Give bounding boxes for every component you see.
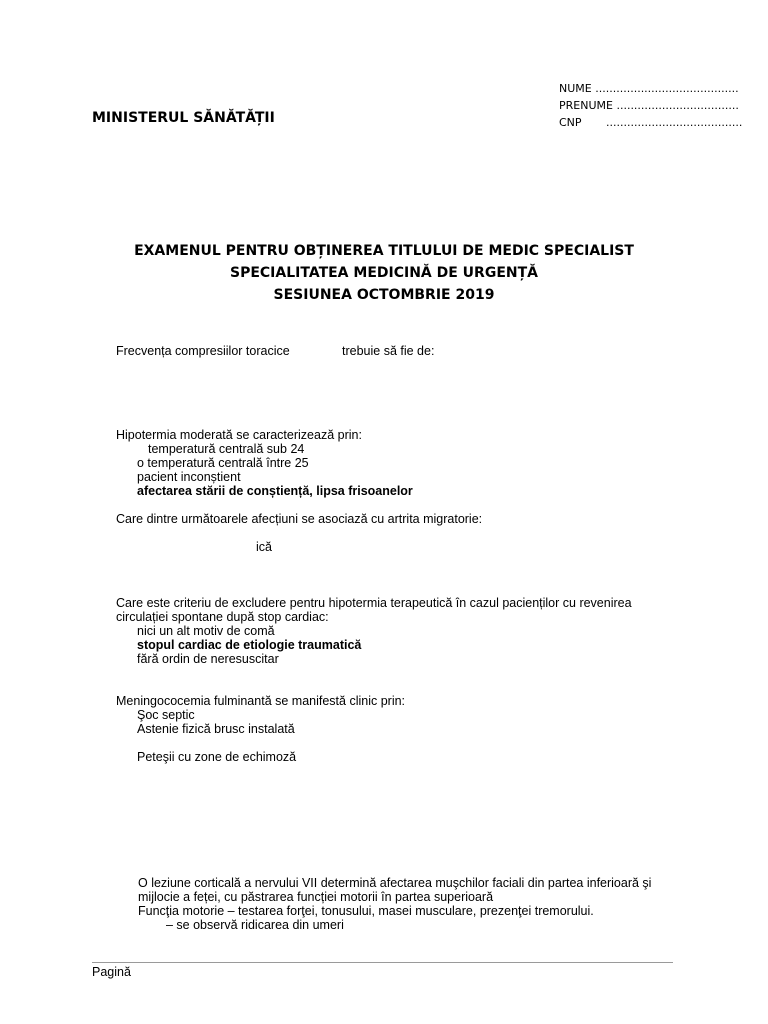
name-blank: .........................................: [595, 82, 739, 95]
question-5-text: Meningococemia fulminantă se manifestă clinic prin:: [116, 694, 406, 708]
question-4-option-1: nici un alt motiv de comă: [137, 624, 275, 638]
question-6-line2: mijlocie a feței, cu păstrarea funcției motorii în partea superioară: [138, 890, 494, 904]
cnp-blank: .......................................: [606, 116, 743, 129]
ministry-name: MINISTERUL SĂNĂTĂȚII: [92, 110, 275, 126]
question-4-text-line1: Care este criteriu de excludere pentru hipotermia terapeutică în cazul pacienților cu revenirea: [116, 596, 632, 610]
question-5-option-3: Peteşii cu zone de echimoză: [137, 750, 297, 764]
question-1-part1: Frecvența compresiilor toracice: [116, 344, 290, 358]
question-6-line1: O leziune corticală a nervului VII determină afectarea muşchilor faciali din partea inferioară şi: [138, 876, 652, 890]
question-5: [116, 694, 405, 764]
question-6-line4: – se observă ridicarea din umeri: [166, 918, 344, 932]
surname-label: PRENUME: [559, 99, 613, 112]
question-5-option-1: Şoc septic: [137, 708, 195, 722]
question-4: [116, 596, 632, 666]
question-2-option-3: pacient inconștient: [137, 470, 241, 484]
surname-blank: ...................................: [616, 99, 739, 112]
question-5-option-2: Astenie fizică brusc instalată: [137, 722, 295, 736]
question-2-option-4: afectarea stării de conștiență, lipsa frisoanelor: [137, 484, 413, 498]
cnp-field: [559, 114, 742, 131]
question-1-part2: trebuie să fie de:: [342, 344, 435, 358]
question-3-fragment: ică: [256, 540, 272, 554]
question-2: [116, 428, 413, 498]
page-label: Pagină: [92, 965, 131, 979]
name-label: NUME: [559, 82, 592, 95]
question-4-text-line2: circulației spontane după stop cardiac:: [116, 610, 329, 624]
exam-title-line2: SPECIALITATEA MEDICINĂ DE URGENȚĂ: [230, 265, 538, 281]
cnp-label: CNP: [559, 116, 582, 129]
question-2-option-1: temperatură centrală sub 24: [148, 442, 305, 456]
name-field: [559, 80, 742, 97]
question-3-text: Care dintre următoarele afecțiuni se asociază cu artrita migratorie:: [116, 512, 483, 526]
question-6: [138, 876, 651, 932]
question-4-option-3: fără ordin de neresuscitar: [137, 652, 279, 666]
question-2-text: Hipotermia moderată se caracterizează prin:: [116, 428, 362, 442]
exam-title-line3: SESIUNEA OCTOMBRIE 2019: [273, 287, 495, 303]
question-2-option-2: o temperatură centrală între 25: [137, 456, 309, 470]
footer-divider: [92, 962, 673, 963]
surname-field: [559, 97, 742, 114]
exam-title: [0, 240, 768, 306]
exam-title-line1: EXAMENUL PENTRU OBȚINEREA TITLULUI DE MEDIC SPECIALIST: [134, 243, 634, 259]
question-4-option-2: stopul cardiac de etiologie traumatică: [137, 638, 362, 652]
question-6-line3: Funcţia motorie – testarea forţei, tonusului, masei musculare, prezenţei tremorului.: [138, 904, 594, 918]
identity-fields: [559, 80, 742, 131]
spacer: [116, 736, 405, 750]
